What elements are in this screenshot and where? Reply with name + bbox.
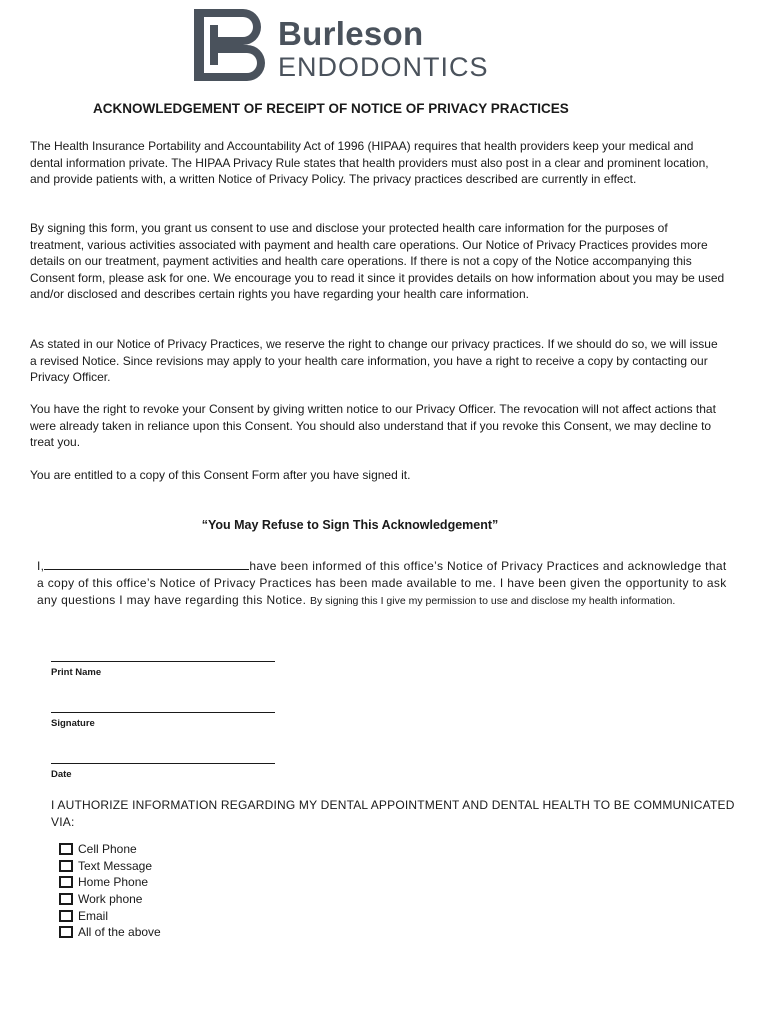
print-name-field[interactable] (51, 661, 275, 678)
paragraph-consent: By signing this form, you grant us consent to use and disclose your protected health care information for the purposes of treatment, various activities associated with payment and health care operations. Our Notice of Privacy Practices provides more details on our treatment, payment activities and health care operations. If there is not a copy of the Notice accompanying this Consent form, please ask for one. We encourage you to read it since it provides details on how information about you may be used and/or disclosed and describes certain rights you have regarding your health care information. (30, 221, 725, 301)
refuse-notice: “You May Refuse to Sign This Acknowledgement” (201, 518, 499, 532)
ack-permission: By signing this I give my permission to use and disclose my health information. (309, 595, 676, 607)
option-label: Work phone (78, 892, 143, 907)
paragraph-copy: You are entitled to a copy of this Consent Form after you have signed it. (30, 468, 411, 482)
option-text-message[interactable] (59, 858, 161, 875)
logo (193, 8, 523, 82)
logo-subtitle: ENDODONTICS (278, 52, 489, 82)
logo-b-mark-icon (193, 8, 269, 82)
paragraph-changes: As stated in our Notice of Privacy Practices, we reserve the right to change our privacy practices. If we should do so, we will issue a revised Notice. Since revisions may apply to your health care information, you have a right to receive a copy by contacting our Privacy Officer. (30, 337, 718, 384)
ack-text: have been informed of this office’s Notice of Privacy Practices and acknowledge that a copy of this office’s Notice of Privacy Practices has been made available to me. I have been given the opportunity to ask any questions I may have regarding this Notice. (37, 559, 727, 607)
logo-name: Burleson (278, 15, 424, 52)
paragraph-revoke: You have the right to revoke your Consent by giving written notice to our Privacy Officer. The revocation will not affect actions that were already taken in reliance upon this Consent. You should also understand that if you revoke this Consent, we may decline to treat you. (30, 402, 716, 449)
signature-field[interactable] (51, 712, 275, 729)
signature-line[interactable] (51, 712, 275, 713)
date-label: Date (51, 769, 72, 780)
option-label: All of the above (78, 925, 161, 940)
name-blank-field[interactable] (44, 558, 249, 570)
option-cell-phone[interactable] (59, 841, 161, 858)
option-label: Text Message (78, 858, 153, 873)
print-name-label: Print Name (51, 667, 102, 678)
print-name-line[interactable] (51, 661, 275, 662)
option-label: Home Phone (78, 875, 149, 890)
contact-options-list (59, 841, 161, 941)
option-work-phone[interactable] (59, 891, 161, 908)
document-title: ACKNOWLEDGEMENT OF RECEIPT OF NOTICE OF PRIVACY PRACTICES (93, 101, 569, 116)
checkbox-icon[interactable] (59, 893, 73, 905)
checkbox-icon[interactable] (59, 876, 73, 888)
paragraph-hipaa: The Health Insurance Portability and Accountability Act of 1996 (HIPAA) requires that health providers keep your medical and dental information private. The HIPAA Privacy Rule states that health providers must also post in a clear and prominent location, and provide patients with, a written Notice of Privacy Policy. The privacy practices described are currently in effect. (30, 139, 709, 186)
option-all[interactable] (59, 924, 161, 941)
date-line[interactable] (51, 763, 275, 764)
ack-prefix: I, (37, 559, 45, 573)
option-label: Email (78, 908, 109, 923)
checkbox-icon[interactable] (59, 860, 73, 872)
acknowledgement-statement (37, 558, 732, 610)
date-field[interactable] (51, 763, 275, 780)
option-label: Cell Phone (78, 842, 137, 857)
authorization-statement: I AUTHORIZE INFORMATION REGARDING MY DENTAL APPOINTMENT AND DENTAL HEALTH TO BE COMMUNICATED VIA: (51, 798, 735, 829)
checkbox-icon[interactable] (59, 910, 73, 922)
checkbox-icon[interactable] (59, 926, 73, 938)
option-home-phone[interactable] (59, 874, 161, 891)
signature-label: Signature (51, 718, 95, 729)
checkbox-icon[interactable] (59, 843, 73, 855)
option-email[interactable] (59, 907, 161, 924)
